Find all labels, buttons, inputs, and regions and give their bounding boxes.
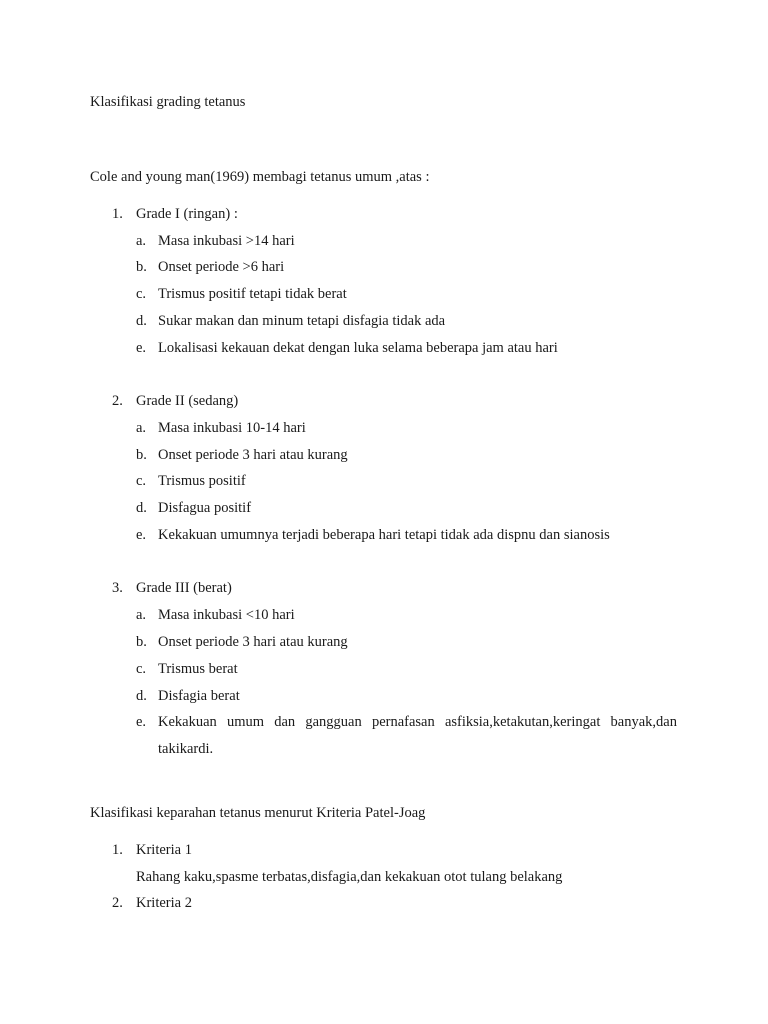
list-text: Trismus positif tetapi tidak berat: [158, 286, 347, 302]
criteria-label: Kriteria 2: [136, 895, 192, 911]
list-number: 1.: [112, 842, 123, 858]
intro-paragraph: Cole and young man(1969) membagi tetanus umum ,atas :: [90, 169, 430, 185]
grade-label: Grade I (ringan) :: [136, 206, 238, 222]
list-letter: d.: [136, 500, 147, 516]
list-text: Onset periode >6 hari: [158, 259, 285, 275]
list-letter: b.: [136, 634, 147, 650]
list-text: Sukar makan dan minum tetapi disfagia tidak ada: [158, 313, 446, 329]
list-text: Kekakuan umumnya terjadi beberapa hari tetapi tidak ada dispnu dan sianosis: [158, 527, 610, 543]
list-text: Onset periode 3 hari atau kurang: [158, 447, 348, 463]
list-letter: c.: [136, 661, 147, 677]
list-text: Masa inkubasi <10 hari: [158, 607, 295, 623]
list-letter: c.: [136, 473, 147, 489]
list-letter: b.: [136, 259, 147, 275]
list-number: 3.: [112, 580, 123, 596]
page-title: Klasifikasi grading tetanus: [90, 94, 246, 110]
list-text: Lokalisasi kekauan dekat dengan luka selama beberapa jam atau hari: [158, 340, 558, 356]
list-letter: d.: [136, 688, 147, 704]
list-text: Trismus positif: [158, 473, 246, 489]
list-letter: b.: [136, 447, 147, 463]
grade-label: Grade III (berat): [136, 580, 232, 596]
list-number: 2.: [112, 393, 123, 409]
list-letter: a.: [136, 607, 147, 623]
list-text: Kekakuan umum dan gangguan pernafasan asfiksia,ketakutan,keringat banyak,dan: [158, 714, 677, 730]
list-letter: a.: [136, 420, 147, 436]
list-letter: e.: [136, 714, 147, 730]
list-letter: a.: [136, 233, 147, 249]
list-text: Masa inkubasi 10-14 hari: [158, 420, 306, 436]
list-letter: e.: [136, 340, 147, 356]
section-heading: Klasifikasi keparahan tetanus menurut Kriteria Patel-Joag: [90, 805, 426, 821]
list-number: 2.: [112, 895, 123, 911]
list-text: Trismus berat: [158, 661, 238, 677]
list-letter: e.: [136, 527, 147, 543]
list-text: Disfagia berat: [158, 688, 240, 704]
list-letter: d.: [136, 313, 147, 329]
list-text: Masa inkubasi >14 hari: [158, 233, 295, 249]
grade-label: Grade II (sedang): [136, 393, 239, 409]
list-number: 1.: [112, 206, 123, 222]
criteria-label: Kriteria 1: [136, 842, 192, 858]
list-text: Disfagua positif: [158, 500, 252, 516]
list-letter: c.: [136, 286, 147, 302]
list-text: Onset periode 3 hari atau kurang: [158, 634, 348, 650]
list-text-continuation: takikardi.: [158, 741, 214, 757]
criteria-description: Rahang kaku,spasme terbatas,disfagia,dan kekakuan otot tulang belakang: [136, 869, 563, 885]
